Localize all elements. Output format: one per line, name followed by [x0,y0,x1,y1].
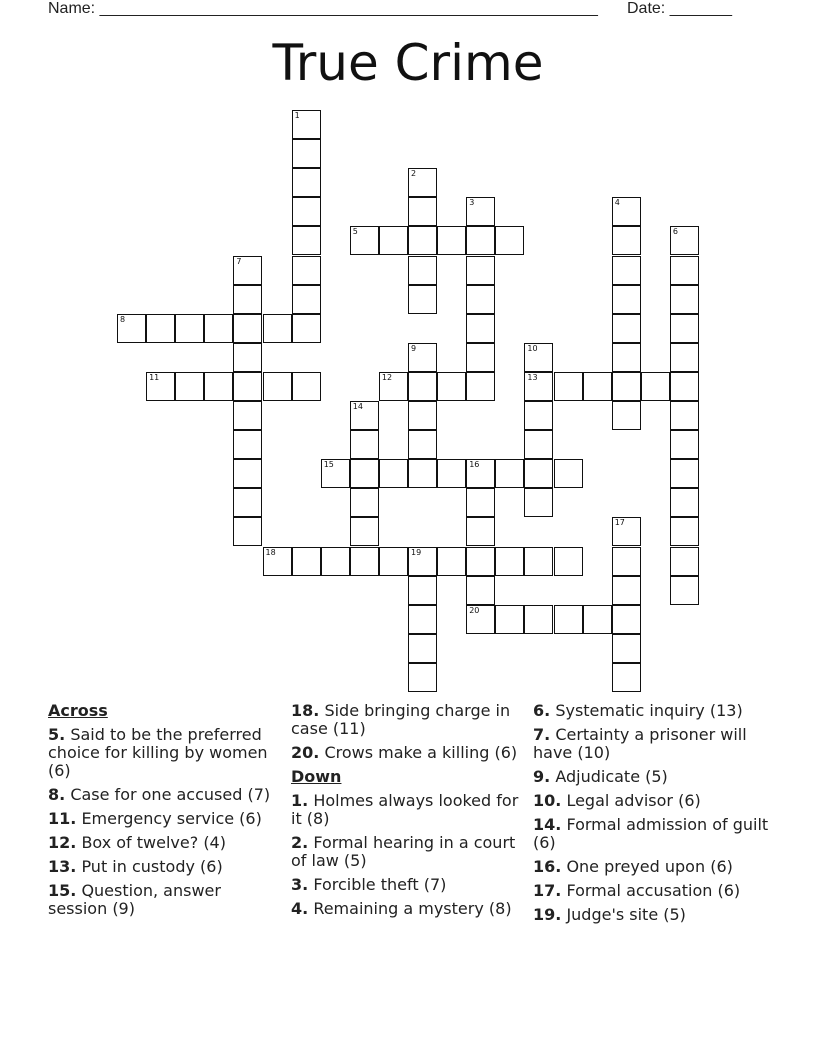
clue-number: 15. [48,881,77,900]
clue-number: 16. [533,857,562,876]
grid-cell[interactable] [524,343,553,372]
grid-cell[interactable] [554,547,583,576]
clue-text: Crows make a killing (6) [324,743,518,762]
grid-cell[interactable] [670,517,699,546]
grid-cell[interactable] [408,459,437,488]
grid-cell[interactable] [292,372,321,401]
grid-cell[interactable] [292,314,321,343]
grid-cell[interactable] [117,314,146,343]
grid-cell[interactable] [350,401,379,430]
clue-number-label: 13 [527,372,538,382]
grid-cell[interactable] [437,459,466,488]
grid-cell[interactable] [408,343,437,372]
clue-number-label: 4 [614,198,620,208]
grid-cell[interactable] [495,605,524,634]
clue-number-label: 8 [120,314,126,324]
grid-cell[interactable] [670,372,699,401]
grid-cell[interactable] [670,256,699,285]
clue-text: Adjudicate (5) [555,767,668,786]
grid-cell[interactable] [524,401,553,430]
grid-cell[interactable] [204,372,233,401]
clue-number: 6. [533,701,551,720]
grid-cell[interactable] [612,605,641,634]
grid-cell[interactable] [263,314,292,343]
clue-text: Box of twelve? (4) [81,833,226,852]
clue-text: Said to be the preferred choice for killing by women (6) [48,725,268,780]
grid-cell[interactable] [233,459,262,488]
clue-number: 20. [291,743,320,762]
grid-cell[interactable] [466,285,495,314]
grid-cell[interactable] [233,256,262,285]
clue-across-8 [48,786,284,804]
clue-column-2 [291,702,527,924]
clue-number: 2. [291,833,309,852]
grid-cell[interactable] [670,285,699,314]
grid-cell[interactable] [292,547,321,576]
grid-cell[interactable] [350,488,379,517]
grid-cell[interactable] [670,459,699,488]
clue-number: 10. [533,791,562,810]
clue-text: Systematic inquiry (13) [555,701,743,720]
grid-cell[interactable] [670,547,699,576]
clue-number: 17. [533,881,562,900]
clue-column-1 [48,702,284,924]
grid-cell[interactable] [408,634,437,663]
grid-cell[interactable] [612,547,641,576]
grid-cell[interactable] [233,401,262,430]
grid-cell[interactable] [524,430,553,459]
grid-cell[interactable] [466,343,495,372]
grid-cell[interactable] [554,605,583,634]
clue-down-10 [533,792,769,810]
grid-cell[interactable] [408,256,437,285]
grid-cell[interactable] [670,488,699,517]
clue-number-label: 11 [149,372,160,382]
clue-text: Side bringing charge in case (11) [291,701,511,738]
grid-cell[interactable] [466,517,495,546]
clue-number: 4. [291,899,309,918]
grid-cell[interactable] [379,459,408,488]
clue-text: One preyed upon (6) [566,857,733,876]
clue-across-15 [48,882,284,918]
grid-cell[interactable] [612,372,641,401]
grid-cell[interactable] [292,197,321,226]
grid-cell[interactable] [350,459,379,488]
grid-cell[interactable] [233,314,262,343]
clue-number: 12. [48,833,77,852]
grid-cell[interactable] [233,488,262,517]
down-heading: Down [291,767,342,786]
clue-number: 9. [533,767,551,786]
clue-number: 1. [291,791,309,810]
clue-text: Formal hearing in a court of law (5) [291,833,516,870]
clue-down-16 [533,858,769,876]
clue-number-label: 14 [352,402,363,411]
clue-text: Forcible theft (7) [313,875,447,894]
grid-cell[interactable] [292,110,321,139]
clue-number-label: 20 [469,605,480,615]
clue-number: 11. [48,809,77,828]
grid-cell[interactable] [408,663,437,692]
across-heading: Across [48,701,108,720]
clue-across-12 [48,834,284,852]
grid-cell[interactable] [233,517,262,546]
clue-number: 14. [533,815,562,834]
grid-cell[interactable] [466,314,495,343]
grid-cell[interactable] [495,459,524,488]
grid-cell[interactable] [233,372,262,401]
grid-cell[interactable] [554,372,583,401]
clue-text: Judge's site (5) [566,905,686,924]
clue-text: Question, answer session (9) [48,881,221,918]
grid-cell[interactable] [350,430,379,459]
clue-number-label: 10 [527,343,538,353]
grid-cell[interactable] [175,372,204,401]
grid-cell[interactable] [379,547,408,576]
clue-number-label: 5 [352,227,358,237]
grid-cell[interactable] [233,343,262,372]
grid-cell[interactable] [670,430,699,459]
grid-cell[interactable] [146,372,175,401]
clue-text: Certainty a prisoner will have (10) [533,725,747,762]
grid-cell[interactable] [466,226,495,255]
clue-down-3 [291,876,527,894]
grid-cell[interactable] [612,663,641,692]
grid-cell[interactable] [321,459,350,488]
clue-number: 5. [48,725,66,744]
grid-cell[interactable] [670,401,699,430]
grid-cell[interactable] [670,226,699,255]
grid-cell[interactable] [524,605,553,634]
grid-cell[interactable] [612,401,641,430]
grid-cell[interactable] [437,226,466,255]
grid-cell[interactable] [466,197,495,226]
clue-across-13 [48,858,284,876]
clue-text: Emergency service (6) [81,809,262,828]
grid-cell[interactable] [612,343,641,372]
clue-number-label: 3 [469,198,475,208]
clue-number: 7. [533,725,551,744]
clue-down-2 [291,834,527,870]
grid-cell[interactable] [292,226,321,255]
grid-cell[interactable] [408,547,437,576]
clue-number-label: 19 [411,547,422,557]
grid-cell[interactable] [437,547,466,576]
grid-cell[interactable] [466,256,495,285]
grid-cell[interactable] [524,459,553,488]
grid-cell[interactable] [670,576,699,605]
grid-cell[interactable] [146,314,175,343]
grid-cell[interactable] [350,517,379,546]
grid-cell[interactable] [233,430,262,459]
grid-cell[interactable] [466,576,495,605]
grid-cell[interactable] [524,488,553,517]
grid-cell[interactable] [263,547,292,576]
date-field: Date: _______ [627,0,732,17]
clue-down-9 [533,768,769,786]
grid-cell[interactable] [612,285,641,314]
clue-number-label: 12 [381,372,393,382]
clue-number-label: 17 [614,518,625,528]
grid-cell[interactable] [466,547,495,576]
grid-cell[interactable] [379,226,408,255]
clue-text: Holmes always looked for it (8) [291,791,519,828]
grid-cell[interactable] [408,197,437,226]
clue-number-label: 16 [469,460,480,470]
grid-cell[interactable] [641,372,670,401]
grid-cell[interactable] [670,314,699,343]
grid-cell[interactable] [350,226,379,255]
clue-number: 18. [291,701,320,720]
clue-number-label: 18 [265,547,276,557]
clue-column-3 [533,702,769,930]
clue-text: Legal advisor (6) [566,791,701,810]
clue-number-label: 1 [294,111,300,120]
grid-cell[interactable] [408,226,437,255]
name-field: Name: ________________________________________________________ [48,0,598,17]
clue-text: Put in custody (6) [81,857,223,876]
grid-cell[interactable] [408,401,437,430]
grid-cell[interactable] [350,547,379,576]
grid-cell[interactable] [612,314,641,343]
grid-cell[interactable] [612,226,641,255]
grid-cell[interactable] [408,285,437,314]
grid-cell[interactable] [408,372,437,401]
clue-text: Remaining a mystery (8) [313,899,512,918]
grid-cell[interactable] [408,605,437,634]
grid-cell[interactable] [583,605,612,634]
grid-cell[interactable] [466,488,495,517]
clue-text: Case for one accused (7) [70,785,271,804]
grid-cell[interactable] [583,372,612,401]
grid-cell[interactable] [175,314,204,343]
grid-cell[interactable] [379,372,408,401]
grid-cell[interactable] [495,226,524,255]
grid-cell[interactable] [612,517,641,546]
clue-number: 13. [48,857,77,876]
clue-down-7 [533,726,769,762]
grid-cell[interactable] [204,314,233,343]
grid-cell[interactable] [524,547,553,576]
grid-cell[interactable] [495,547,524,576]
grid-cell[interactable] [292,256,321,285]
clue-number: 19. [533,905,562,924]
clue-text: Formal admission of guilt (6) [533,815,769,852]
clue-number-label: 9 [411,343,417,353]
grid-cell[interactable] [233,285,262,314]
grid-cell[interactable] [524,372,553,401]
page-title: True Crime [272,34,544,92]
clue-number-label: 2 [411,169,417,179]
grid-cell[interactable] [554,459,583,488]
grid-cell[interactable] [612,256,641,285]
grid-cell[interactable] [437,372,466,401]
clue-number-label: 15 [323,460,334,470]
grid-cell[interactable] [408,430,437,459]
clue-down-1 [291,792,527,828]
clue-down-4 [291,900,527,918]
clue-across-18 [291,702,527,738]
grid-cell[interactable] [292,139,321,168]
clue-number-label: 7 [236,256,242,266]
clue-down-19 [533,906,769,924]
clue-across-5 [48,726,284,780]
grid-cell[interactable] [292,285,321,314]
grid-cell[interactable] [466,605,495,634]
grid-cell[interactable] [612,634,641,663]
grid-cell[interactable] [321,547,350,576]
grid-cell[interactable] [612,197,641,226]
grid-cell[interactable] [292,168,321,197]
grid-cell[interactable] [466,459,495,488]
clue-down-6 [533,702,769,720]
clue-across-11 [48,810,284,828]
clue-down-17 [533,882,769,900]
clue-text: Formal accusation (6) [566,881,741,900]
clue-number: 3. [291,875,309,894]
grid-cell[interactable] [466,372,495,401]
grid-cell[interactable] [670,343,699,372]
grid-cell[interactable] [408,168,437,197]
clue-across-20 [291,744,527,762]
clue-number: 8. [48,785,66,804]
grid-cell[interactable] [612,576,641,605]
clue-number-label: 6 [672,227,678,237]
grid-cell[interactable] [408,576,437,605]
clue-down-14 [533,816,769,852]
grid-cell[interactable] [263,372,292,401]
